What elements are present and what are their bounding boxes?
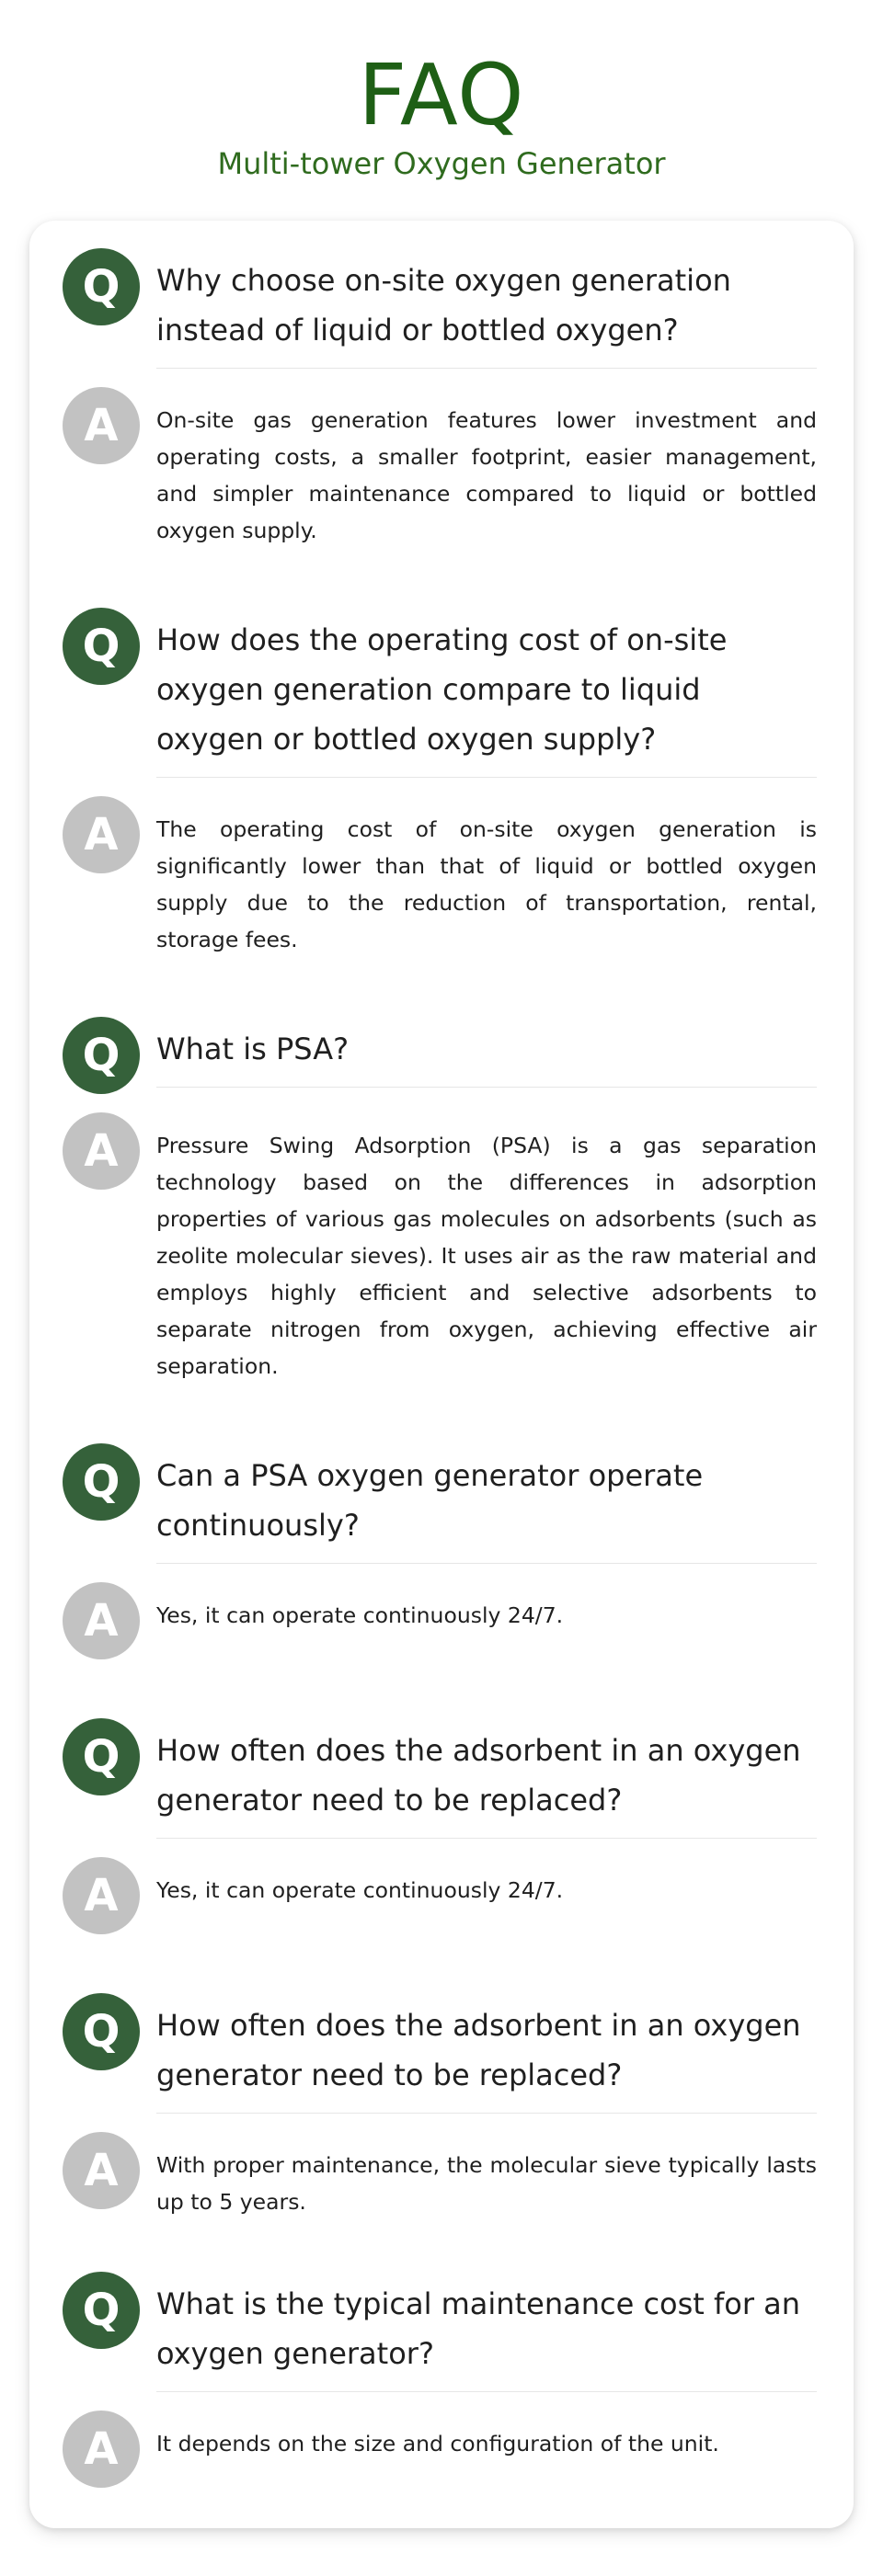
answer-row <box>63 1857 817 1934</box>
question-row <box>63 248 817 369</box>
question-block <box>156 608 817 778</box>
answer-text: It depends on the size and configuration of the unit. <box>156 2431 719 2456</box>
question-row <box>63 1017 817 1094</box>
question-block <box>156 1443 817 1564</box>
a-badge-icon: A <box>63 387 140 464</box>
answer-row <box>63 1582 817 1659</box>
a-badge-icon: A <box>63 796 140 873</box>
question-block <box>156 1017 817 1088</box>
question-block <box>156 1718 817 1839</box>
question-block <box>156 248 817 369</box>
question-text: What is PSA? <box>156 1032 350 1066</box>
a-badge-icon: A <box>63 1582 140 1659</box>
answer-row <box>63 796 817 958</box>
page-subtitle: Multi-tower Oxygen Generator <box>217 146 666 181</box>
faq-item <box>63 2272 817 2488</box>
faq-item <box>63 608 817 958</box>
question-row <box>63 1718 817 1839</box>
question-text: How does the operating cost of on-site oxygen generation compare to liquid oxygen or bottled oxygen supply? <box>156 622 728 757</box>
question-text: What is the typical maintenance cost for an oxygen generator? <box>156 2286 801 2371</box>
a-badge-icon: A <box>63 1857 140 1934</box>
question-row <box>63 1443 817 1564</box>
spacer <box>63 549 817 608</box>
spacer <box>63 1385 817 1443</box>
q-badge-icon: Q <box>63 1993 140 2070</box>
faq-item <box>63 1993 817 2220</box>
faq-item <box>63 1443 817 1659</box>
answer-row <box>63 387 817 549</box>
question-text: Can a PSA oxygen generator operate continuously? <box>156 1458 704 1543</box>
spacer <box>63 958 817 1017</box>
page-title: FAQ <box>358 46 525 144</box>
q-badge-icon: Q <box>63 1017 140 1094</box>
answer-text: Yes, it can operate continuously 24/7. <box>156 1877 564 1903</box>
answer-text: With proper maintenance, the molecular sieve typically lasts up to 5 years. <box>156 2152 817 2215</box>
question-row <box>63 2272 817 2392</box>
spacer <box>63 1659 817 1718</box>
question-text: Why choose on-site oxygen generation instead of liquid or bottled oxygen? <box>156 263 731 348</box>
answer-text: Yes, it can operate continuously 24/7. <box>156 1602 564 1628</box>
answer-text: On-site gas generation features lower investment and operating costs, a smaller footprint, easier management, and simpler maintenance compared to liquid or bottled oxygen supply. <box>156 407 817 543</box>
faq-card <box>29 221 854 2528</box>
question-text: How often does the adsorbent in an oxygen generator need to be replaced? <box>156 2008 801 2092</box>
q-badge-icon: Q <box>63 1718 140 1795</box>
faq-item <box>63 1718 817 1934</box>
spacer <box>63 1934 817 1993</box>
q-badge-icon: Q <box>63 608 140 685</box>
faq-item <box>63 248 817 549</box>
question-text: How often does the adsorbent in an oxygen generator need to be replaced? <box>156 1733 801 1818</box>
spacer <box>63 2220 817 2272</box>
a-badge-icon: A <box>63 1112 140 1190</box>
q-badge-icon: Q <box>63 2272 140 2349</box>
answer-text: Pressure Swing Adsorption (PSA) is a gas separation technology based on the differences in adsorption properties of various gas molecules on adsorbents (such as zeolite molecular sieves). It uses air as the raw material and employs highly efficient and selective adsorbents to separate nitrogen from oxygen, achieving effective air separation. <box>156 1133 817 1379</box>
page-header <box>0 0 883 181</box>
question-block <box>156 1993 817 2114</box>
faq-item <box>63 1017 817 1385</box>
question-block <box>156 2272 817 2392</box>
answer-row <box>63 2411 817 2488</box>
q-badge-icon: Q <box>63 248 140 325</box>
q-badge-icon: Q <box>63 1443 140 1521</box>
answer-row <box>63 1112 817 1385</box>
answer-row <box>63 2132 817 2220</box>
question-row <box>63 1993 817 2114</box>
a-badge-icon: A <box>63 2411 140 2488</box>
answer-text: The operating cost of on-site oxygen generation is significantly lower than that of liquid or bottled oxygen supply due to the reduction of transportation, rental, storage fees. <box>156 816 817 952</box>
a-badge-icon: A <box>63 2132 140 2209</box>
question-row <box>63 608 817 778</box>
